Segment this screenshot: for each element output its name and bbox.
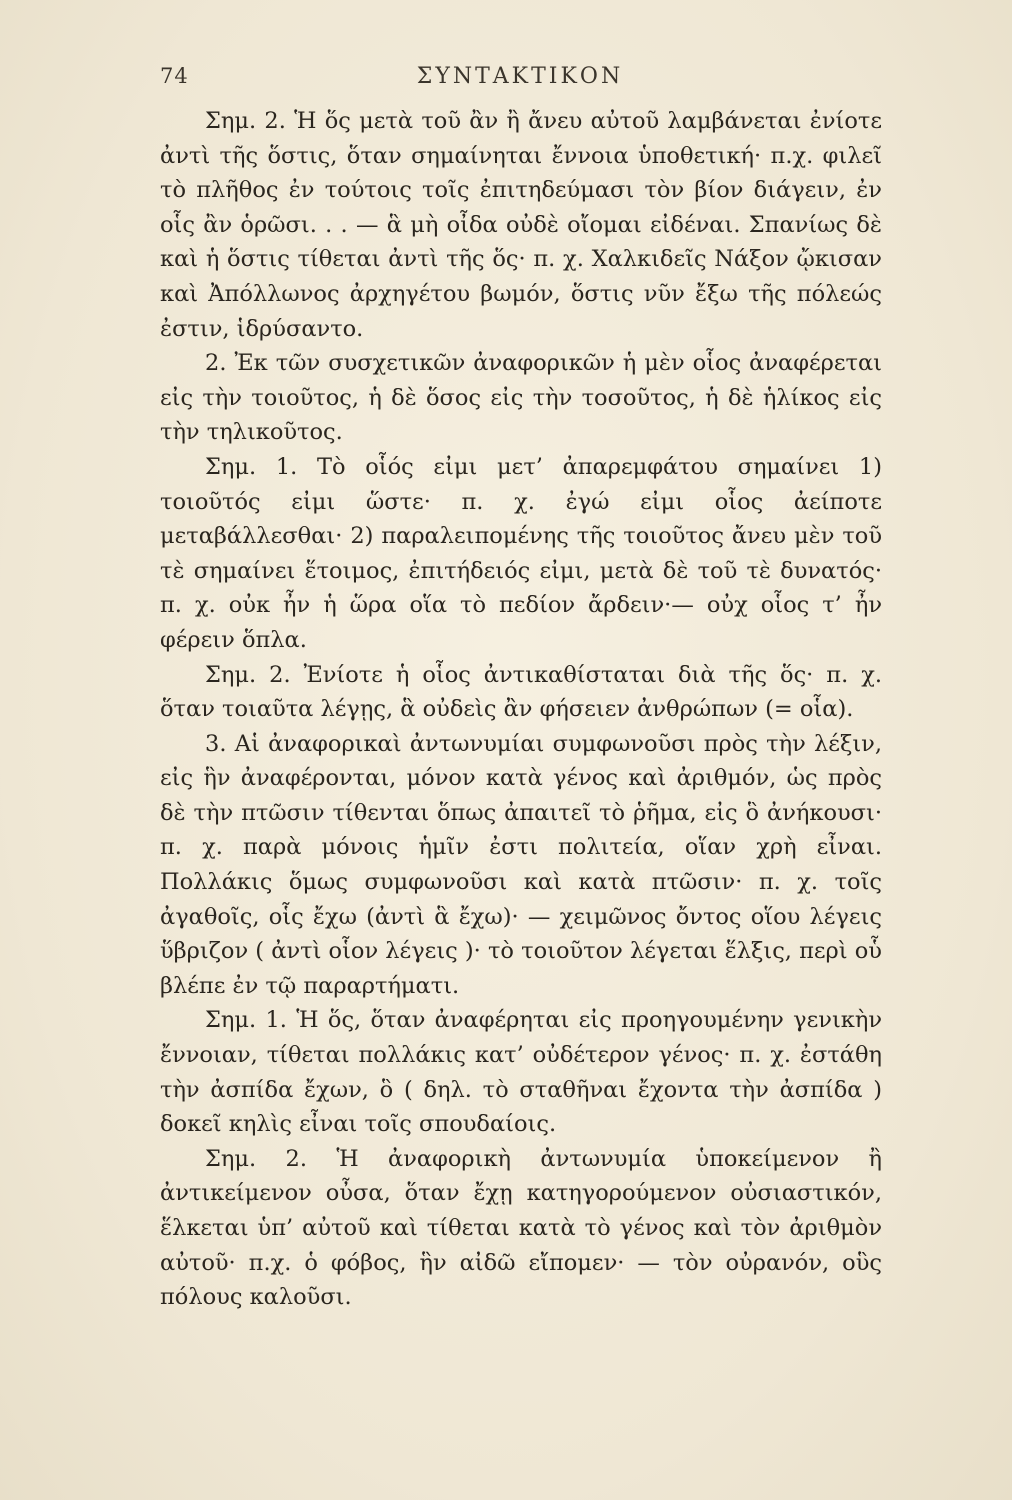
paragraph-section-3-agreement: 3. Αἱ ἀναφορικαὶ ἀντωνυμίαι συμφωνοῦσι πρὸς τὴν λέξιν, εἰς ἣν ἀναφέρονται, μόνον κατὰ γένος καὶ ἀριθμόν, ὡς πρὸς δὲ τὴν πτῶσιν τίθενται ὅπως ἀπαιτεῖ τὸ ῥῆμα, εἰς ὃ ἀνήκουσι· π. χ. παρὰ μόνοις ἡμῖν ἐστι πολιτεία, οἵαν χρὴ εἶναι. Πολλάκις ὅμως συμφωνοῦσι καὶ κατὰ πτῶσιν· π. χ. τοῖς ἀγαθοῖς, οἷς ἔχω (ἀντὶ ἃ ἔχω)· — χειμῶνος ὄντος οἵου λέγεις ὕβριζον ( ἀντὶ οἷον λέγεις )· τὸ τοιοῦτον λέγεται ἕλξις, περὶ οὗ βλέπε ἐν τῷ παραρτήματι.: [160, 730, 882, 999]
page-number: 74: [160, 64, 189, 88]
paragraph-note-1-oios: Σημ. 1. Τὸ οἷός εἰμι μετ’ ἀπαρεμφάτου σημαίνει 1) τοιοῦτός εἰμι ὥστε· π. χ. ἐγώ εἰμι οἷος ἀείποτε μεταβάλλεσθαι· 2) παραλειπομένης τῆς τοιοῦτος ἄνευ μὲν τοῦ τὲ σημαίνει ἕτοιμος, ἐπιτήδειός εἰμι, μετὰ δὲ τοῦ τὲ δυνατός· π. χ. οὐκ ἦν ἡ ὥρα οἵα τὸ πεδίον ἄρδειν·— οὐχ οἷος τ’ ἦν φέρειν ὅπλα.: [160, 453, 882, 653]
paragraph-note-1-neuter: Σημ. 1. Ἡ ὅς, ὅταν ἀναφέρηται εἰς προηγουμένην γενικὴν ἔννοιαν, τίθεται πολλάκις κατ’ οὐδέτερον γένος· π. χ. ἐστάθη τὴν ἀσπίδα ἔχων, ὃ ( δηλ. τὸ σταθῆναι ἔχοντα τὴν ἀσπίδα ) δοκεῖ κηλὶς εἶναι τοῖς σπουδαίοις.: [160, 1007, 882, 1138]
page-body: [160, 104, 882, 1315]
page-header: [160, 64, 880, 98]
running-head: ΣΥΝΤΑΚΤΙΚΟΝ: [416, 64, 624, 89]
paragraph-note-2-oios: Σημ. 2. Ἐνίοτε ἡ οἷος ἀντικαθίσταται διὰ τῆς ὅς· π. χ. ὅταν τοιαῦτα λέγῃς, ἃ οὐδεὶς ἂν φήσειεν ἀνθρώπων (= οἷα).: [160, 661, 882, 723]
paragraph-section-2-correlatives: 2. Ἐκ τῶν συσχετικῶν ἀναφορικῶν ἡ μὲν οἷος ἀναφέρεται εἰς τὴν τοιοῦτος, ἡ δὲ ὅσος εἰς τὴν τοσοῦτος, ἡ δὲ ἡλίκος εἰς τὴν τηλικοῦτος.: [160, 350, 882, 446]
paragraph-note-2-relative-os: Σημ. 2. Ἡ ὅς μετὰ τοῦ ἂν ἢ ἄνευ αὐτοῦ λαμβάνεται ἐνίοτε ἀντὶ τῆς ὅστις, ὅταν σημαίνηται ἔννοια ὑποθετική· π.χ. φιλεῖ τὸ πλῆθος ἐν τούτοις τοῖς ἐπιτηδεύμασι τὸν βίον διάγειν, ἐν οἷς ἂν ὁρῶσι. . . — ἃ μὴ οἶδα οὐδὲ οἴομαι εἰδέναι. Σπανίως δὲ καὶ ἡ ὅστις τίθεται ἀντὶ τῆς ὅς· π. χ. Χαλκιδεῖς Νάξον ᾤκισαν καὶ Ἀπόλλωνος ἀρχηγέτου βωμόν, ὅστις νῦν ἔξω τῆς πόλεώς ἐστιν, ἱδρύσαντο.: [160, 108, 882, 342]
paragraph-note-2-attraction: Σημ. 2. Ἡ ἀναφορικὴ ἀντωνυμία ὑποκείμενον ἢ ἀντικείμενον οὖσα, ὅταν ἔχῃ κατηγορούμενον οὐσιαστικόν, ἕλκεται ὑπ’ αὐτοῦ καὶ τίθεται κατὰ τὸ γένος καὶ τὸν ἀριθμὸν αὐτοῦ· π.χ. ὁ φόβος, ἣν αἰδῶ εἴπομεν· — τὸν οὐρανόν, οὓς πόλους καλοῦσι.: [160, 1145, 882, 1311]
